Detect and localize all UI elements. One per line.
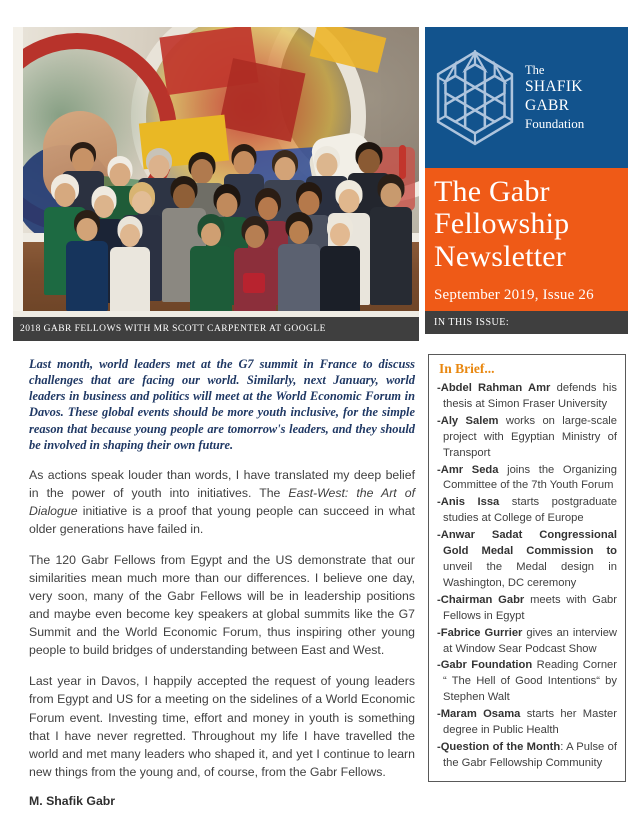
in-brief-item — [437, 593, 617, 625]
in-brief-bullet: - — [437, 414, 441, 427]
logo-line-foundation: Foundation — [525, 116, 585, 132]
masthead-title-line2: Fellowship — [434, 207, 570, 241]
in-brief-bullet: - — [437, 529, 441, 542]
in-brief-item-subject: Chairman Gabr — [440, 593, 525, 606]
in-brief-bullet: - — [437, 740, 441, 753]
hexagon-lattice-logo-icon — [434, 50, 516, 146]
in-brief-item-subject: Gabr Foundation — [440, 659, 533, 672]
in-brief-item-detail: gives an interview at Window Sear Podcast Show — [443, 626, 617, 655]
letter-paragraph-2 — [29, 466, 415, 538]
in-brief-bullet: - — [437, 382, 441, 394]
in-brief-item-subject: Aly Salem — [440, 414, 499, 427]
letter-p2-part1: As actions speak louder than words, I have translated my deep belief in the power of youth into initiatives. The — [29, 467, 415, 500]
in-brief-item — [437, 658, 617, 706]
in-brief-bullet: - — [437, 659, 441, 672]
in-brief-bullet: - — [437, 496, 441, 509]
in-brief-item-detail: : A Pulse of the Gabr Fellowship Community — [443, 740, 617, 769]
hero-photo-block — [13, 27, 419, 341]
header-row — [0, 0, 641, 341]
hero-photo — [13, 27, 419, 317]
in-brief-item — [437, 528, 617, 592]
in-brief-item-detail: joins the Organizing Committee of the 7th Youth Forum — [443, 463, 617, 492]
in-brief-item — [437, 495, 617, 527]
letter-lead-paragraph: Last month, world leaders met at the G7 summit in France to discuss challenges that are facing our world. Similarly, next January, world leaders in business and politics will meet at the World Economic Forum in Davos. These global events should be more youth inclusive, for the simple reason that because young people are tomorrow's leaders, and they should be involved in shaping their own future. — [29, 357, 415, 452]
in-brief-item-detail: unveil the Medal design in Washington, DC ceremony — [443, 560, 617, 589]
in-brief-item — [437, 414, 617, 462]
in-brief-item-subject: Amr Seda — [440, 463, 499, 476]
in-brief-item — [437, 626, 617, 658]
in-brief-item-subject: Abdel Rahman Amr — [440, 382, 551, 394]
masthead-title-line3: Newsletter — [434, 239, 566, 273]
foundation-logo-panel — [425, 27, 628, 168]
in-brief-item-subject: Maram Osama — [440, 708, 521, 721]
foundation-logo-wordmark — [525, 63, 628, 132]
in-this-issue-bar — [425, 311, 628, 334]
in-brief-item — [437, 381, 617, 413]
photo-caption-bar — [13, 317, 419, 341]
in-this-issue-label: IN THIS ISSUE: — [434, 317, 510, 328]
photo-caption-text: 2018 GABR FELLOWS WITH MR SCOTT CARPENTER AT GOOGLE — [20, 324, 326, 334]
letter-p2-italic-title: East-West: the Art of Dialogue — [29, 485, 415, 518]
in-brief-item-detail: Reading Corner “ The Hell of Good Intentions“ by Stephen Walt — [443, 659, 617, 704]
in-brief-box — [428, 354, 626, 782]
in-brief-item-detail: starts postgraduate studies at College of Europe — [443, 496, 617, 525]
in-brief-bullet: - — [437, 463, 441, 476]
in-brief-bullet: - — [437, 593, 441, 606]
in-brief-item — [437, 707, 617, 739]
editors-letter — [29, 356, 415, 808]
fellows-group — [13, 27, 419, 317]
masthead-issue-line: September 2019, Issue 26 — [434, 287, 594, 303]
letter-paragraph-3: The 120 Gabr Fellows from Egypt and the US demonstrate that our similarities mean much more than our differences. I believe one day, very soon, many of the Gabr Fellows will be in leadership positions and maybe even become key speakers at global summits like the G7 Summit and the World Economic Forum, thus inspiring other young people to build bridges of understanding between East and West. — [29, 553, 415, 658]
masthead-title-line1: The Gabr — [434, 175, 550, 208]
masthead-title — [434, 176, 619, 273]
in-brief-item-detail: defends his thesis at Simon Fraser University — [443, 382, 617, 410]
in-brief-item — [437, 463, 617, 495]
in-brief-item-subject: Question of the Month — [440, 740, 561, 753]
letter-signature: M. Shafik Gabr — [29, 793, 116, 808]
in-brief-item-subject: Anwar Sadat Congressional Gold Medal Commission to — [440, 529, 617, 558]
masthead-column — [425, 27, 628, 334]
in-brief-bullet: - — [437, 708, 441, 721]
newsletter-masthead — [425, 168, 628, 311]
letter-paragraph-4: Last year in Davos, I happily accepted the request of young leaders from Egypt and US for a meeting on the sidelines of a World Economic Forum event. Investing time, effort and money in youth is something that I have never regretted. Throughout my life I have travelled the world and met many leaders who shaped it, and yet I continue to learn new things from the young and, of course, from the Gabr Fellows. — [29, 674, 415, 779]
logo-line-the: The — [525, 63, 545, 78]
logo-line-name: SHAFIK GABR — [525, 78, 583, 115]
in-brief-item-detail: meets with Gabr Fellows in Egypt — [443, 593, 617, 622]
in-brief-item-detail: starts her Master degree in Public Health — [443, 708, 617, 737]
in-brief-title: In Brief... — [439, 361, 495, 376]
in-brief-item-subject: Fabrice Gurrier — [440, 626, 523, 639]
in-brief-item — [437, 740, 617, 772]
in-brief-item-detail: works on large-scale project with Egyptian Ministry of Transport — [443, 414, 617, 459]
in-brief-list — [437, 381, 617, 772]
in-brief-item-subject: Anis Issa — [440, 496, 500, 509]
letter-p2-part2: initiative is a proof that young people can succeed in what older generations have failed in. — [29, 503, 415, 536]
in-brief-bullet: - — [437, 626, 441, 639]
